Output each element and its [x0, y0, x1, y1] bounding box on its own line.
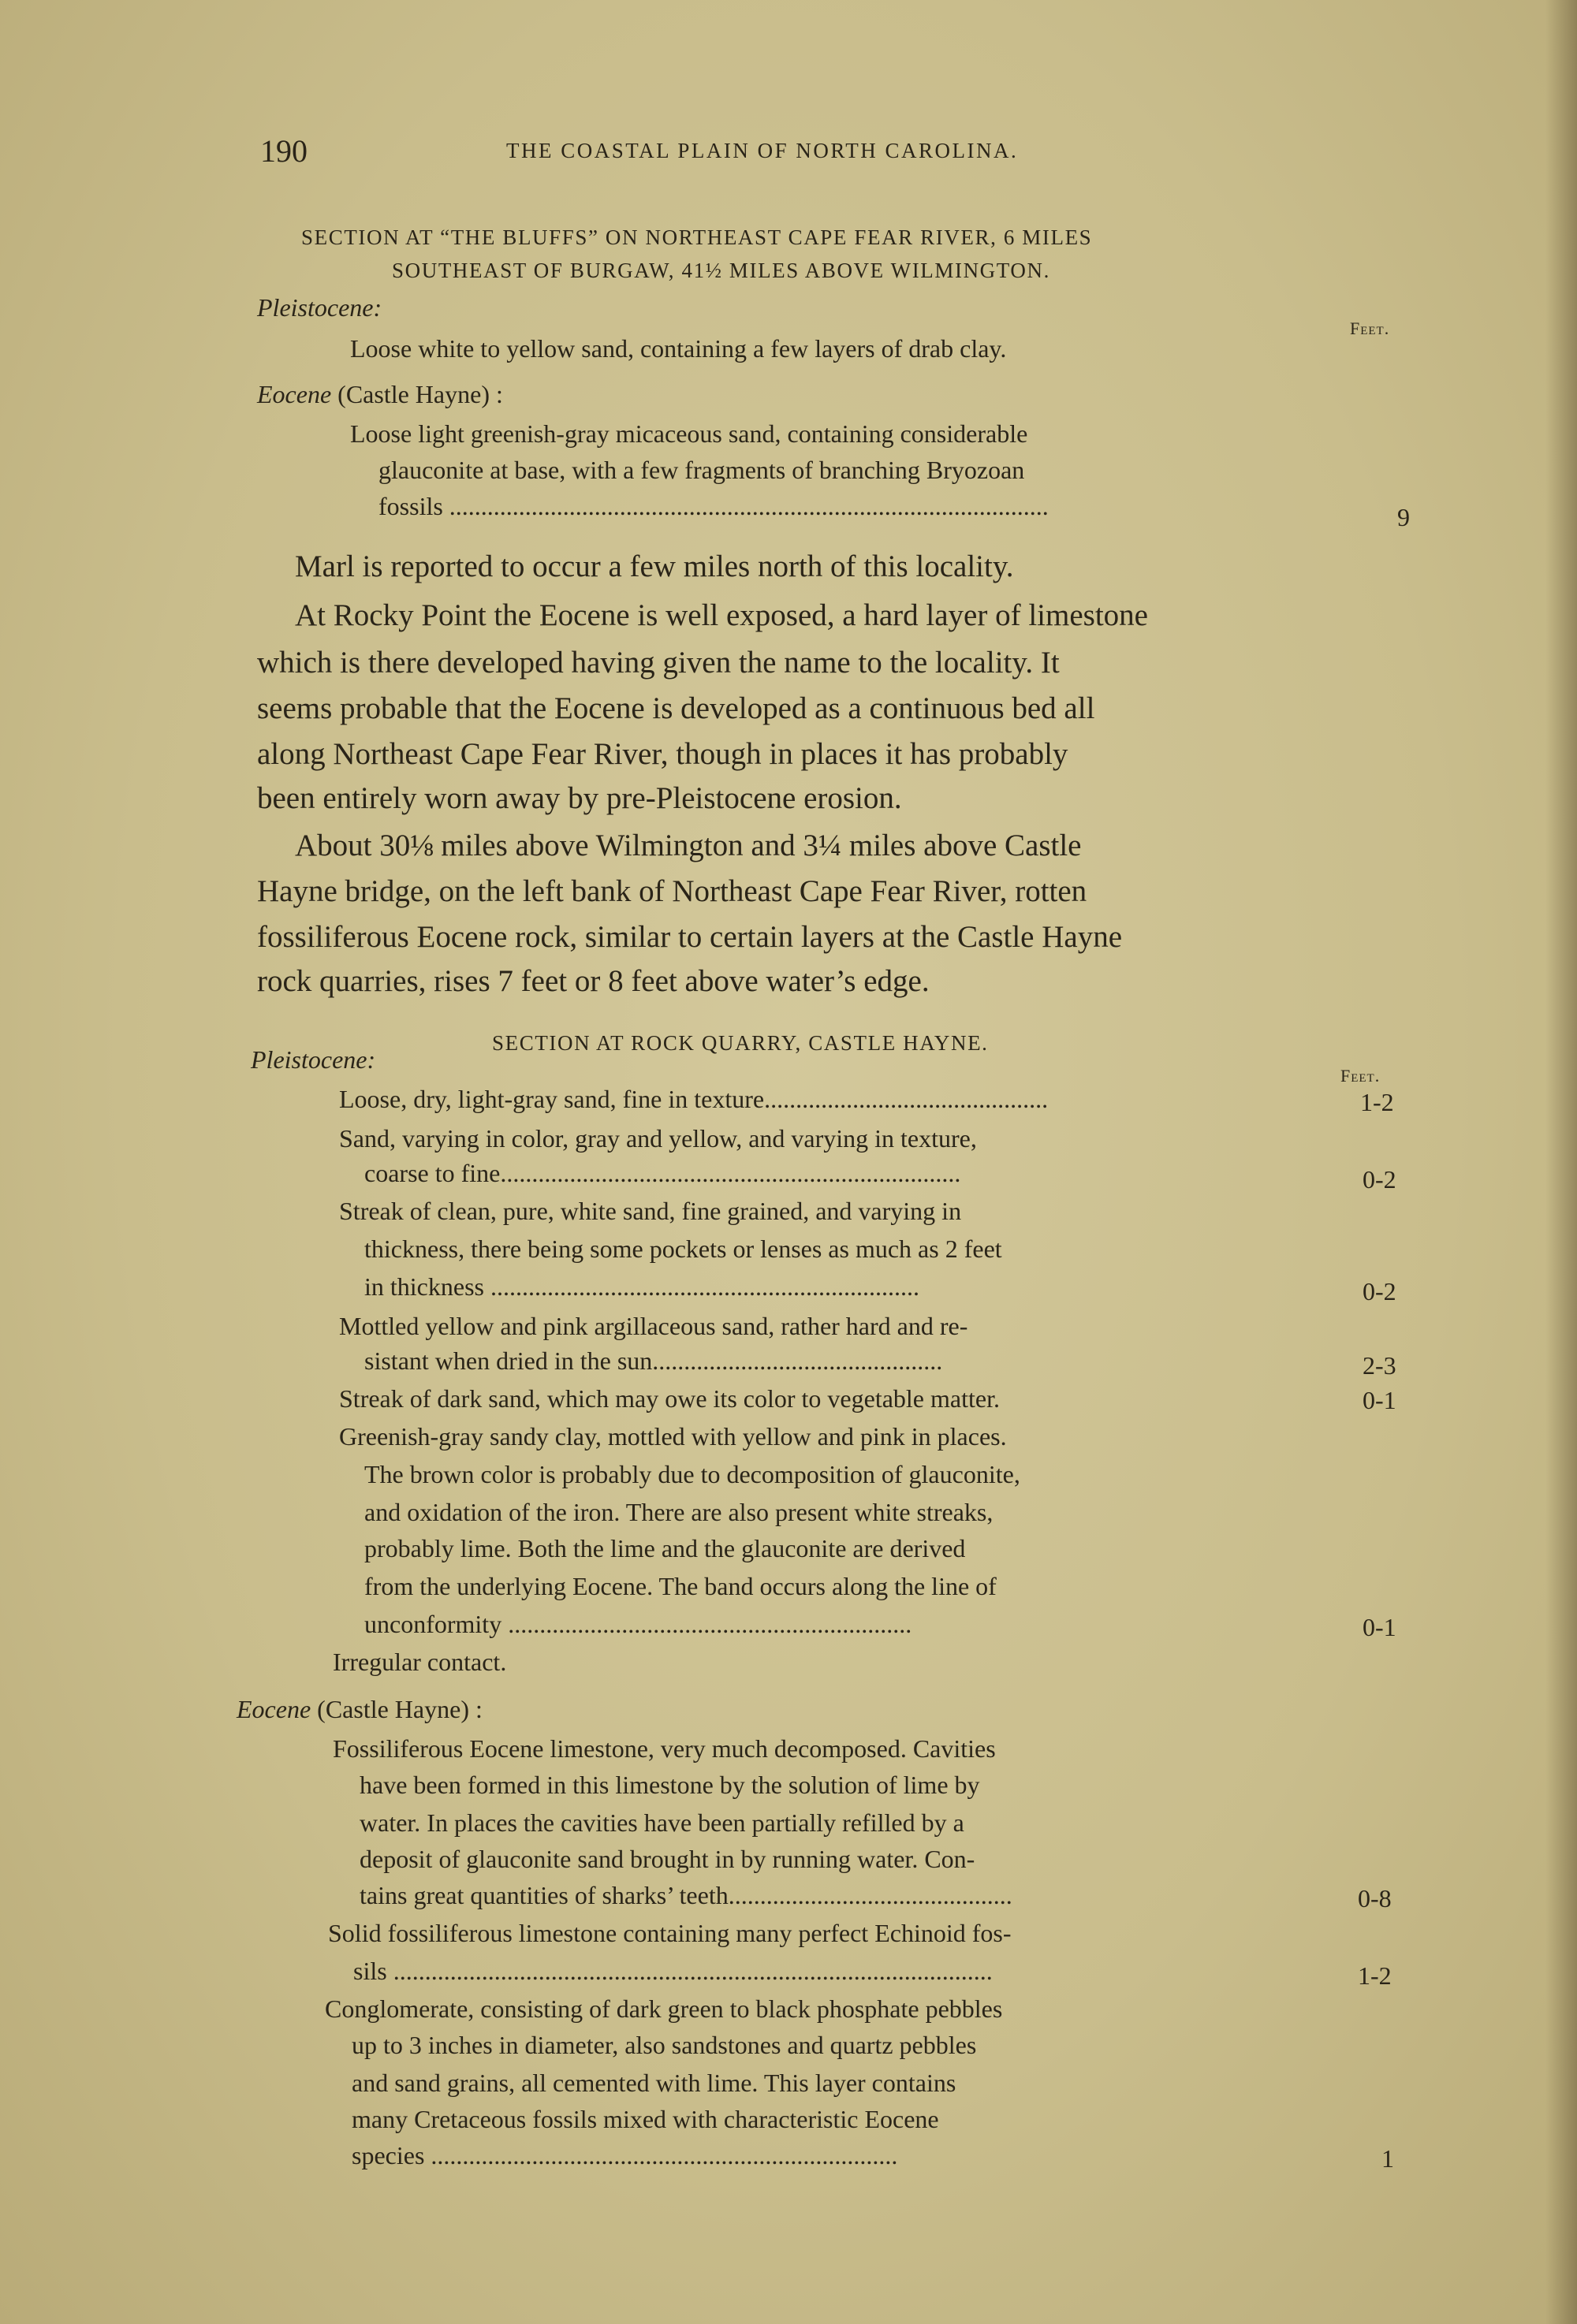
- section2-pleistocene-label: Pleistocene:: [251, 1045, 376, 1074]
- section2-entry1-text: Loose, dry, light-gray sand, fine in texture: [339, 1085, 765, 1113]
- section2-entry6-line6: unconformity ................................................................: [364, 1610, 912, 1638]
- section2-entry7-line2: have been formed in this limestone by the solution of lime by: [360, 1771, 980, 1799]
- section2-value1: 1-2: [1360, 1088, 1394, 1116]
- section2-entry4-line2-text: sistant when dried in the sun: [364, 1346, 653, 1375]
- section2-entry9-line5: species ..........................................................................: [352, 2141, 898, 2169]
- paragraph2-line3: seems probable that the Eocene is developed as a continuous bed all: [257, 691, 1095, 725]
- section2-entry9-line1: Conglomerate, consisting of dark green to black phosphate pebbles: [325, 1994, 1003, 2023]
- section2-entry9-line3: and sand grains, all cemented with lime. This layer contains: [352, 2069, 956, 2097]
- paragraph3-line3: fossiliferous Eocene rock, similar to certain layers at the Castle Hayne: [257, 920, 1123, 954]
- section2-entry8-line2: sils ...............................................................................................: [353, 1957, 993, 1985]
- section1-eocene-line1: Loose light greenish-gray micaceous sand, containing considerable: [350, 419, 1028, 448]
- section2-entry8-line2-text: sils: [353, 1957, 387, 1985]
- section2-eocene-label-rest: (Castle Hayne) :: [317, 1695, 483, 1723]
- section2-entry7-line4: deposit of glauconite sand brought in by running water. Con-: [360, 1845, 975, 1873]
- section1-feet-header: Feet.: [1350, 318, 1390, 338]
- running-head: THE COASTAL PLAIN OF NORTH CAROLINA.: [506, 139, 1019, 162]
- section1-eocene-label-rest: (Castle Hayne) :: [337, 380, 503, 408]
- section2-eocene-label: Eocene: [237, 1695, 311, 1723]
- section2-entry7-line5: tains great quantities of sharks’ teeth.............................................: [360, 1881, 1012, 1909]
- section1-pleistocene-label: Pleistocene:: [257, 293, 382, 322]
- section2-entry3-line2: thickness, there being some pockets or lenses as much as 2 feet: [364, 1235, 1002, 1263]
- section2-value2: 0-2: [1363, 1165, 1396, 1194]
- section2-entry9-line4: many Cretaceous fossils mixed with characteristic Eocene: [352, 2105, 939, 2133]
- section2-entry6-line4: probably lime. Both the lime and the glauconite are derived: [364, 1534, 966, 1562]
- section2-entry7-line3: water. In places the cavities have been partially refilled by a: [360, 1808, 964, 1837]
- section2-entry8-line1: Solid fossiliferous limestone containing many perfect Echinoid fos-: [328, 1919, 1012, 1947]
- paragraph3-line1: About 30⅛ miles above Wilmington and 3¼ miles above Castle: [295, 829, 1082, 862]
- section2-irregular-contact: Irregular contact.: [333, 1648, 507, 1676]
- section2-entry6-line1: Greenish-gray sandy clay, mottled with yellow and pink in places.: [339, 1422, 1007, 1451]
- section1-eocene-heading: [257, 380, 503, 409]
- section2-entry3-line3-text: in thickness: [364, 1272, 484, 1301]
- section2-title: SECTION AT ROCK QUARRY, CASTLE HAYNE.: [492, 1031, 989, 1055]
- section2-entry7-line5-text: tains great quantities of sharks’ teeth: [360, 1881, 729, 1909]
- section1-eocene-line3-text: fossils: [378, 492, 443, 520]
- section2-value8: 1-2: [1358, 1961, 1392, 1990]
- section2-entry6-line2: The brown color is probably due to decomposition of glauconite,: [364, 1460, 1020, 1488]
- section2-value6: 0-1: [1363, 1613, 1396, 1641]
- section2-entry2-line2: coarse to fine.........................................................................: [364, 1159, 961, 1187]
- section1-eocene-value: 9: [1397, 503, 1410, 531]
- section2-value9: 1: [1381, 2144, 1394, 2173]
- section2-entry6-line3: and oxidation of the iron. There are also present white streaks,: [364, 1498, 994, 1526]
- section2-entry9-line5-text: species: [352, 2141, 425, 2169]
- section2-value5: 0-1: [1363, 1386, 1396, 1414]
- section2-entry6-line5: from the underlying Eocene. The band occurs along the line of: [364, 1572, 997, 1600]
- paragraph2-line4: along Northeast Cape Fear River, though in places it has probably: [257, 737, 1068, 771]
- section2-eocene-heading: [237, 1695, 483, 1724]
- section1-title-line2: SOUTHEAST OF BURGAW, 41½ MILES ABOVE WILMINGTON.: [392, 259, 1050, 282]
- section2-feet-header: Feet.: [1340, 1066, 1381, 1086]
- section1-eocene-line2: glauconite at base, with a few fragments of branching Bryozoan: [378, 456, 1025, 484]
- section2-entry2-line1: Sand, varying in color, gray and yellow, and varying in texture,: [339, 1124, 977, 1153]
- paragraph1: Marl is reported to occur a few miles north of this locality.: [295, 549, 1014, 583]
- paragraph2-line5: been entirely worn away by pre-Pleistocene erosion.: [257, 781, 902, 815]
- section2-entry1: Loose, dry, light-gray sand, fine in texture.............................................: [339, 1085, 1049, 1113]
- page-number: 190: [260, 133, 308, 169]
- section1-title-line1: SECTION AT “THE BLUFFS” ON NORTHEAST CAPE FEAR RIVER, 6 MILES: [301, 225, 1093, 249]
- page-edge-shadow: [1545, 0, 1577, 2324]
- section2-entry5: Streak of dark sand, which may owe its color to vegetable matter.: [339, 1384, 1000, 1413]
- section1-pleistocene-entry: Loose white to yellow sand, containing a few layers of drab clay.: [350, 334, 1007, 363]
- section1-eocene-label: Eocene: [257, 380, 332, 408]
- section2-entry3-line3: in thickness ....................................................................: [364, 1272, 919, 1301]
- section2-entry2-line2-text: coarse to fine: [364, 1159, 501, 1187]
- section2-value4: 2-3: [1363, 1351, 1396, 1380]
- paragraph3-line4: rock quarries, rises 7 feet or 8 feet above water’s edge.: [257, 964, 930, 998]
- paragraph2-line1: At Rocky Point the Eocene is well exposed, a hard layer of limestone: [295, 598, 1148, 632]
- section2-entry7-line1: Fossiliferous Eocene limestone, very much decomposed. Cavities: [333, 1734, 996, 1763]
- paragraph3-line2: Hayne bridge, on the left bank of Northeast Cape Fear River, rotten: [257, 874, 1087, 908]
- section2-value3: 0-2: [1363, 1277, 1396, 1305]
- section2-entry6-line6-text: unconformity: [364, 1610, 502, 1638]
- paragraph2-line2: which is there developed having given the name to the locality. It: [257, 646, 1060, 680]
- section2-entry9-line2: up to 3 inches in diameter, also sandstones and quartz pebbles: [352, 2031, 977, 2059]
- section2-entry3-line1: Streak of clean, pure, white sand, fine grained, and varying in: [339, 1197, 962, 1225]
- section2-value7: 0-8: [1358, 1884, 1392, 1912]
- section1-eocene-line3: fossils ...............................................................................................: [378, 492, 1049, 520]
- section2-entry4-line1: Mottled yellow and pink argillaceous sand, rather hard and re-: [339, 1312, 968, 1340]
- section2-entry4-line2: sistant when dried in the sun..............................................: [364, 1346, 943, 1375]
